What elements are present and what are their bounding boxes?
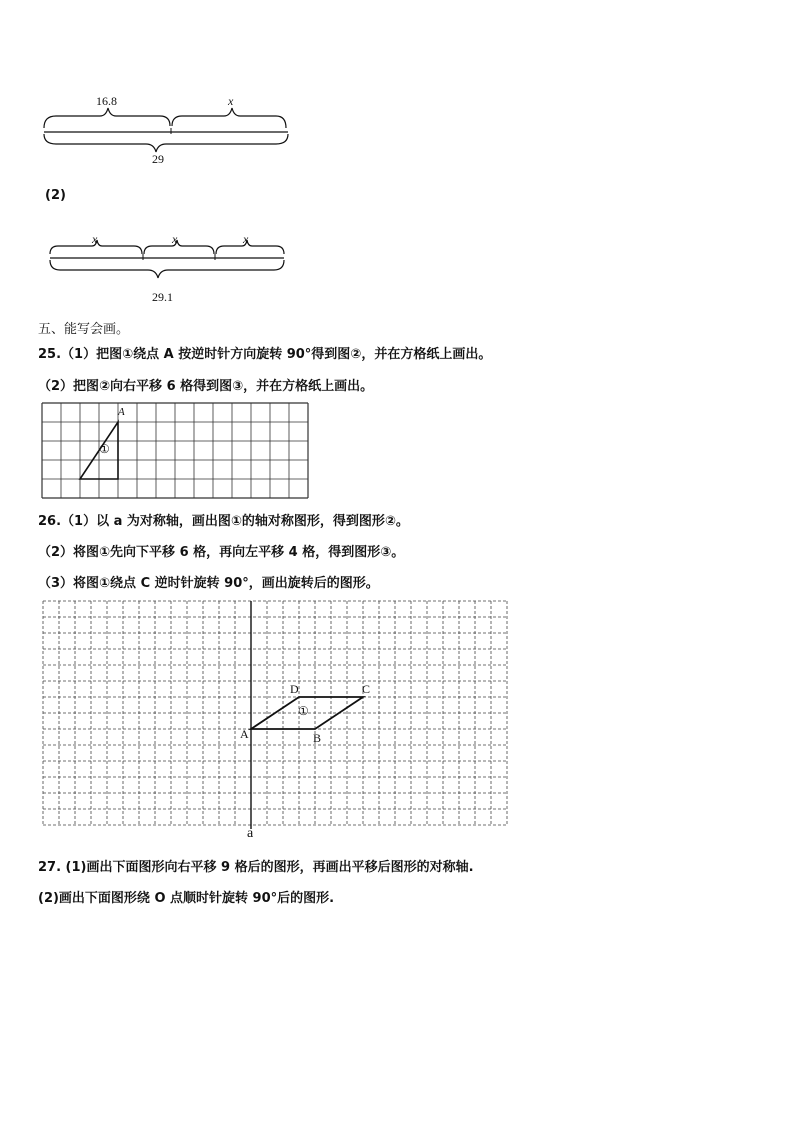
label-29-1: 29.1 (152, 290, 173, 304)
shape-1-label: ① (99, 442, 110, 456)
point-b-label: B (313, 731, 322, 745)
q25-line-2: （2）把图②向右平移 6 格得到图③，并在方格纸上画出。 (38, 379, 374, 394)
q25-grid-graphic (41, 402, 309, 500)
axis-a-label: a (247, 826, 254, 841)
point-a-label: A (240, 727, 249, 741)
label-x: x (228, 94, 234, 108)
section-5-title: 五、能写会画。 (38, 322, 130, 337)
point-a-label: A (118, 406, 125, 418)
point-d-label: D (290, 682, 299, 696)
label-x-2: x (172, 232, 178, 246)
q26-grid (42, 600, 512, 850)
q26-line-2: （2）将图①先向下平移 6 格，再向左平移 4 格，得到图形③。 (38, 545, 405, 560)
shape-1-label: ① (298, 704, 309, 718)
segment-diagram-1 (38, 92, 298, 172)
q25-grid (41, 402, 309, 504)
part-2-label: (2) (45, 188, 66, 203)
label-x-3: x (243, 232, 249, 246)
q26-line-1: 26.（1）以 a 为对称轴，画出图①的轴对称图形，得到图形②。 (38, 514, 409, 529)
q26-line-3: （3）将图①绕点 C 逆时针旋转 90°，画出旋转后的图形。 (38, 576, 379, 591)
label-x-1: x (92, 232, 98, 246)
q27-line-2: (2)画出下面图形绕 O 点顺时针旋转 90°后的图形. (38, 891, 335, 906)
label-29: 29 (152, 152, 164, 166)
segment-diagram-2 (44, 232, 294, 312)
q27-line-1: 27. (1)画出下面图形向右平移 9 格后的图形，再画出平移后图形的对称轴. (38, 860, 474, 875)
point-c-label: C (362, 682, 371, 696)
label-16-8: 16.8 (96, 94, 117, 108)
segment-diagram-1-graphic (38, 92, 298, 172)
q26-grid-graphic (42, 600, 512, 846)
q25-line-1: 25.（1）把图①绕点 A 按逆时针方向旋转 90°得到图②，并在方格纸上画出。 (38, 347, 492, 362)
